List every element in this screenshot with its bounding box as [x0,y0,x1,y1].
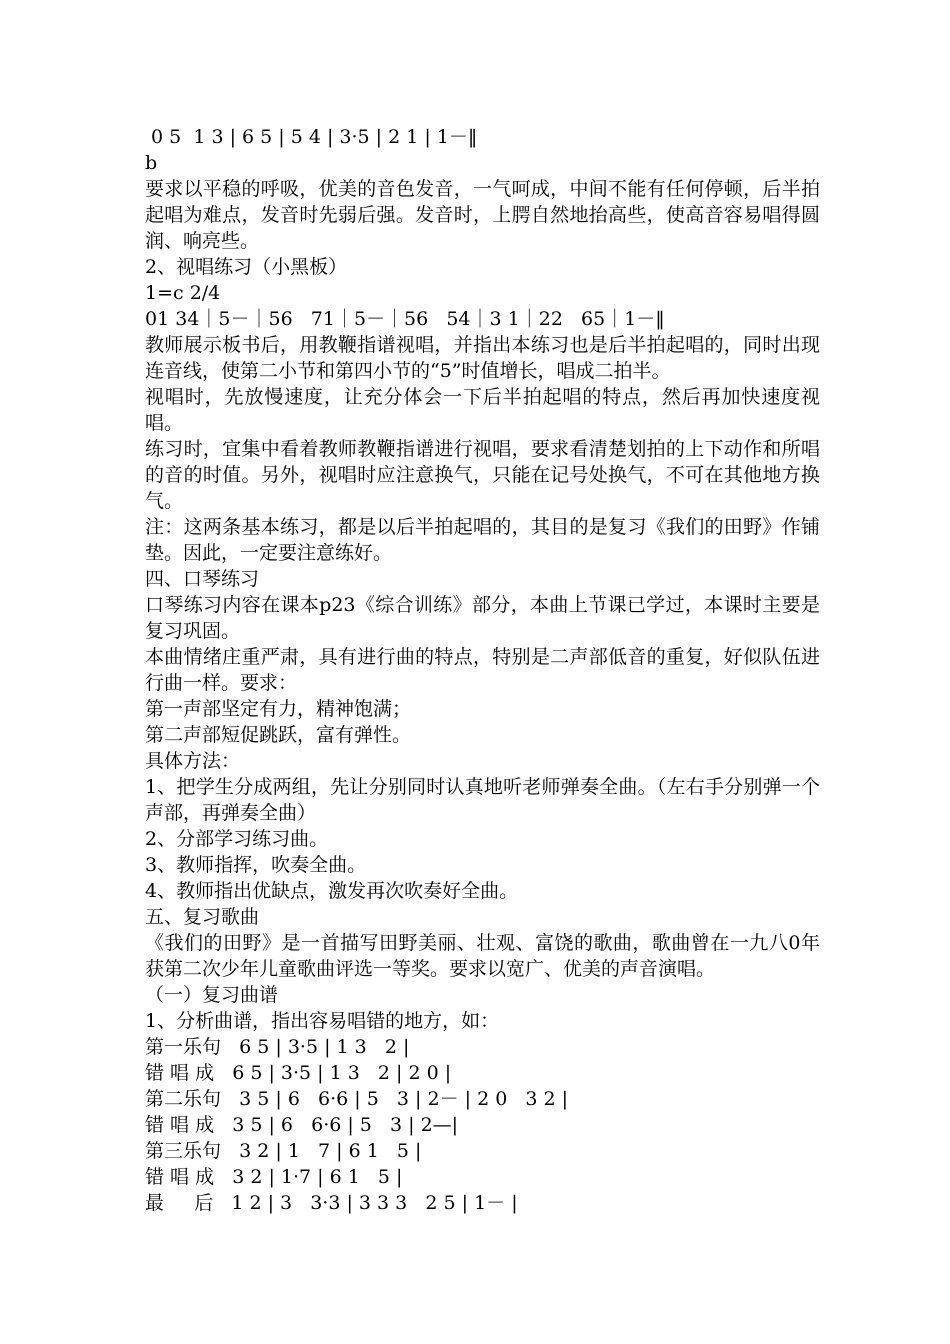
notation-row: 错 唱 成 3 5 | 6 6·6 | 5 3 | 2—| [145,1114,459,1136]
list-item: 1、分析曲谱，指出容易唱错的地方，如： [145,1010,500,1032]
list-item: 1、把学生分成两组，先让分别同时认真地听老师弹奏全曲。（左右手分别弹一个声部，再弹奏全曲） [145,776,820,824]
text-line: 第二声部短促跳跃，富有弹性。 [145,724,412,746]
list-item: 4、教师指出优缺点，激发再次吹奏好全曲。 [145,880,519,902]
paragraph-breathing: 要求以平稳的呼吸，优美的音色发音，一气呵成，中间不能有任何停顿，后半拍起唱为难点，发音时先弱后强。发音时，上腭自然地抬高些，使高音容易唱得圆润、响亮些。 [145,178,820,252]
notation-row: 错 唱 成 6 5 | 3·5 | 1 3 2 | 2 0 | [145,1062,452,1084]
notation-line-1: 0 5 1 3 | 6 5 | 5 4 | 3·5 | 2 1 | 1－‖ [145,126,478,148]
heading-review-song: 五、复习歌曲 [145,906,260,928]
paragraph-song-intro: 《我们的田野》是一首描写田野美丽、壮观、富饶的歌曲，歌曲曾在一九八0年获第二次少年儿童歌曲评选一等奖。要求以宽广、优美的声音演唱。 [145,932,820,980]
notation-row: 错 唱 成 3 2 | 1·7 | 6 1 5 | [145,1166,403,1188]
notation-row: 第一乐句 6 5 | 3·5 | 1 3 2 | [145,1036,410,1058]
paragraph-practice: 练习时，宜集中看着教师教鞭指谱进行视唱，要求看清楚划拍的上下动作和所唱的音的时值。另外，视唱时应注意换气，只能在记号处换气，不可在其他地方换气。 [145,438,820,512]
notation-row: 第二乐句 3 5 | 6 6·6 | 5 3 | 2－ | 2 0 3 2 | [145,1088,569,1110]
paragraph-note: 注：这两条基本练习，都是以后半拍起唱的，其目的是复习《我们的田野》作铺垫。因此，一定要注意练好。 [145,516,820,564]
list-item: 2、分部学习练习曲。 [145,828,329,850]
paragraph-teacher-demo: 教师展示板书后，用教鞭指谱视唱，并指出本练习也是后半拍起唱的，同时出现连音线，使第二小节和第四小节的“5”时值增长，唱成二拍半。 [145,334,820,382]
heading-method: 具体方法： [145,750,241,772]
paragraph-mood: 本曲情绪庄重严肃，具有进行曲的特点，特别是二声部低音的重复，好似队伍进行曲一样。要求： [145,646,820,694]
text-line: b [145,152,158,174]
key-signature: 1=c 2/4 [145,282,221,304]
heading-harmonica: 四、口琴练习 [145,568,260,590]
document-body [145,124,820,1216]
list-item: 3、教师指挥，吹奏全曲。 [145,854,367,876]
notation-row: 第三乐句 3 2 | 1 7 | 6 1 5 | [145,1140,422,1162]
paragraph-harmonica-content: 口琴练习内容在课本p23《综合训练》部分，本曲上节课已学过，本课时主要是复习巩固。 [145,594,820,642]
heading-sight-singing: 2、视唱练习（小黑板） [145,256,348,278]
notation-row: 最 后 1 2 | 3 3·3 | 3 3 3 2 5 | 1－ | [145,1192,518,1214]
heading-review-score: （一）复习曲谱 [145,984,279,1006]
paragraph-sight-singing: 视唱时，先放慢速度，让充分体会一下后半拍起唱的特点，然后再加快速度视唱。 [145,386,820,434]
notation-line-2: 01 34｜5－｜56 71｜5－｜56 54｜3 1｜22 65｜1－‖ [145,308,665,330]
text-line: 第一声部坚定有力，精神饱满； [145,698,412,720]
